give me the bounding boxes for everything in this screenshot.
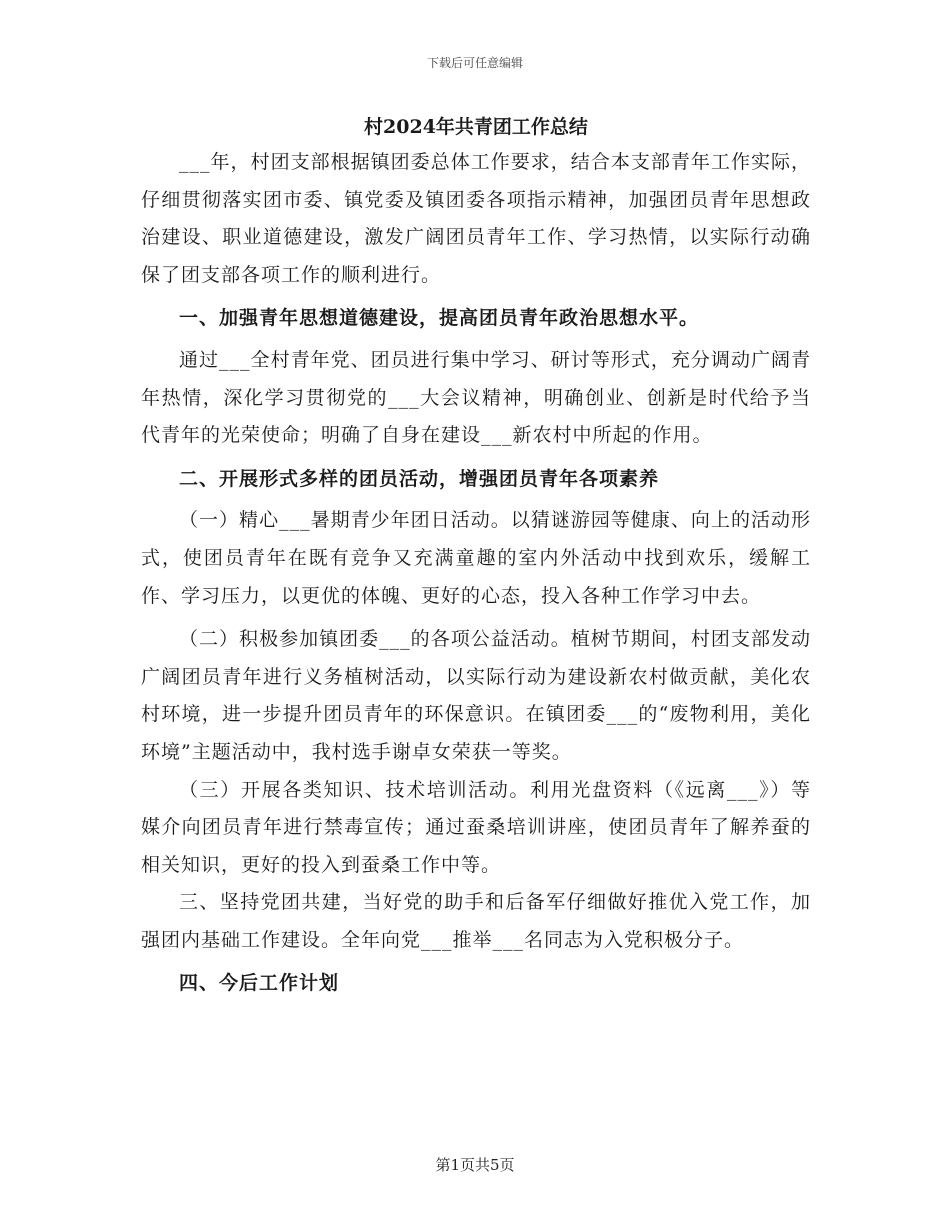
section-3-body: 三、坚持党团共建，当好党的助手和后备军仔细做好推优入党工作，加强团内基础工作建设。全年向党___推举___名同志为入党积极分子。 (141, 891, 811, 951)
page-number: 第1页共5页 (435, 1156, 515, 1174)
section-1-heading: 一、加强青年思想道德建设，提高团员青年政治思想水平。 (179, 307, 700, 330)
section-2-heading: 二、开展形式多样的团员活动，增强团员青年各项素养 (179, 467, 660, 490)
section-4-heading: 四、今后工作计划 (179, 972, 340, 995)
page-header: 下载后可任意编辑 (426, 56, 523, 70)
section-2-item-3: （三）开展各类知识、技术培训活动。利用光盘资料（《远离___》）等媒介向团员青年进行禁毒宣传；通过蚕桑培训讲座，使团员青年了解养蚕的相关知识，更好的投入到蚕桑工作中等。 (141, 778, 811, 876)
section-2-item-2: （二）积极参加镇团委___的各项公益活动。植树节期间，村团支部发动广阔团员青年进行义务植树活动，以实际行动为建设新农村做贡献，美化农村环境，进一步提升团员青年的环保意识。在镇团委___的“废物利用，美化环境”主题活动中，我村选手谢卓女荣获一等奖。 (141, 628, 811, 763)
section-2-item-1: （一）精心___暑期青少年团日活动。以猜谜游园等健康、向上的活动形式，使团员青年在既有竞争又充满童趣的室内外活动中找到欢乐，缓解工作、学习压力，以更优的体魄、更好的心态，投入各种工作学习中去。 (141, 509, 811, 607)
document-title: 村2024年共青团工作总结 (364, 116, 588, 138)
section-1-body: 通过___全村青年党、团员进行集中学习、研讨等形式，充分调动广阔青年热情，深化学习贯彻党的___大会议精神，明确创业、创新是时代给予当代青年的光荣使命；明确了自身在建设___新农村中所起的作用。 (141, 348, 811, 447)
document-body (141, 110, 811, 1007)
intro-paragraph: ___年，村团支部根据镇团委总体工作要求，结合本支部青年工作实际，仔细贯彻落实团市委、镇党委及镇团委各项指示精神，加强团员青年思想政治建设、职业道德建设，激发广阔团员青年工作、学习热情，以实际行动确保了团支部各项工作的顺利进行。 (141, 151, 811, 286)
